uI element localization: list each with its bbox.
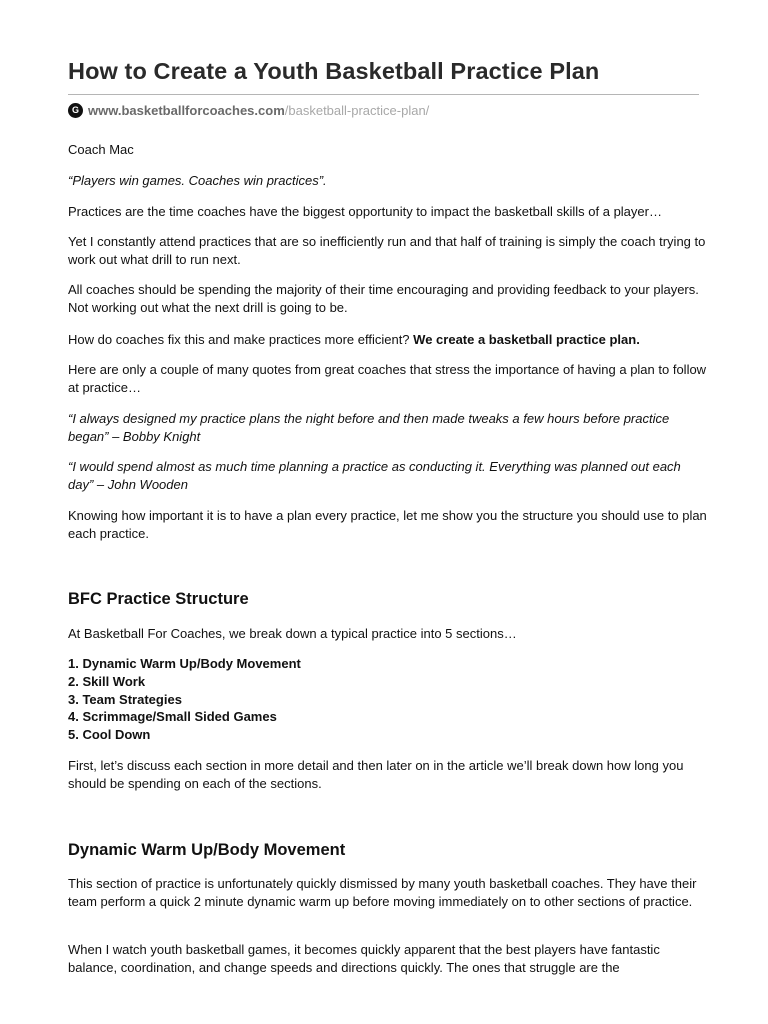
source-domain[interactable]: www.basketballforcoaches.com <box>88 102 285 118</box>
section-heading: Dynamic Warm Up/Body Movement <box>68 841 346 859</box>
practice-sections-list <box>68 655 301 744</box>
paragraph: Here are only a couple of many quotes from great coaches that stress the importance of having a plan to follow at practice… <box>68 362 707 395</box>
paragraph <box>68 331 708 349</box>
section-heading: BFC Practice Structure <box>68 590 249 608</box>
paragraph: This section of practice is unfortunately quickly dismissed by many youth basketball coaches. They have their team perform a quick 2 minute dynamic warm up before moving immediately on to other sections of practice. <box>68 876 697 909</box>
paragraph-emphasis: We create a basketball practice plan. <box>413 332 640 347</box>
article-title: How to Create a Youth Basketball Practice Plan <box>68 58 600 84</box>
author-line: Coach Mac <box>68 142 134 157</box>
list-item: 2. Skill Work <box>68 673 146 689</box>
paragraph: Knowing how important it is to have a plan every practice, let me show you the structure you should use to plan each practice. <box>68 508 707 541</box>
list-item: 1. Dynamic Warm Up/Body Movement <box>68 656 301 671</box>
list-item: 3. Team Strategies <box>68 691 182 707</box>
source-logo-icon: G <box>68 103 83 118</box>
source-path[interactable]: /basketball-practice-plan/ <box>284 102 430 118</box>
paragraph-text: How do coaches fix this and make practices more efficient? <box>68 332 410 347</box>
paragraph: All coaches should be spending the majority of their time encouraging and providing feedback to your players. Not working out what the next drill is going to be. <box>68 282 699 315</box>
paragraph: Yet I constantly attend practices that are so inefficiently run and that half of training is simply the coach trying to work out what drill to run next. <box>68 234 706 267</box>
paragraph: First, let’s discuss each section in more detail and then later on in the article we’ll break down how long you should be spending on each of the sections. <box>68 758 684 791</box>
paragraph: Practices are the time coaches have the biggest opportunity to impact the basketball skills of a player… <box>68 204 662 219</box>
title-divider <box>68 94 699 95</box>
epigraph: “Players win games. Coaches win practices”. <box>68 173 327 188</box>
source-link[interactable] <box>68 101 429 119</box>
quote-john-wooden: “I would spend almost as much time planning a practice as conducting it. Everything was planned out each day” – John Wooden <box>68 459 681 492</box>
list-item: 5. Cool Down <box>68 727 151 742</box>
list-item: 4. Scrimmage/Small Sided Games <box>68 709 277 725</box>
paragraph: When I watch youth basketball games, it becomes quickly apparent that the best players have fantastic balance, coordination, and change speeds and directions quickly. The ones that struggle are the <box>68 942 660 975</box>
paragraph: At Basketball For Coaches, we break down a typical practice into 5 sections… <box>68 626 517 641</box>
quote-bobby-knight: “I always designed my practice plans the night before and then made tweaks a few hours before practice began” – Bobby Knight <box>68 411 670 444</box>
